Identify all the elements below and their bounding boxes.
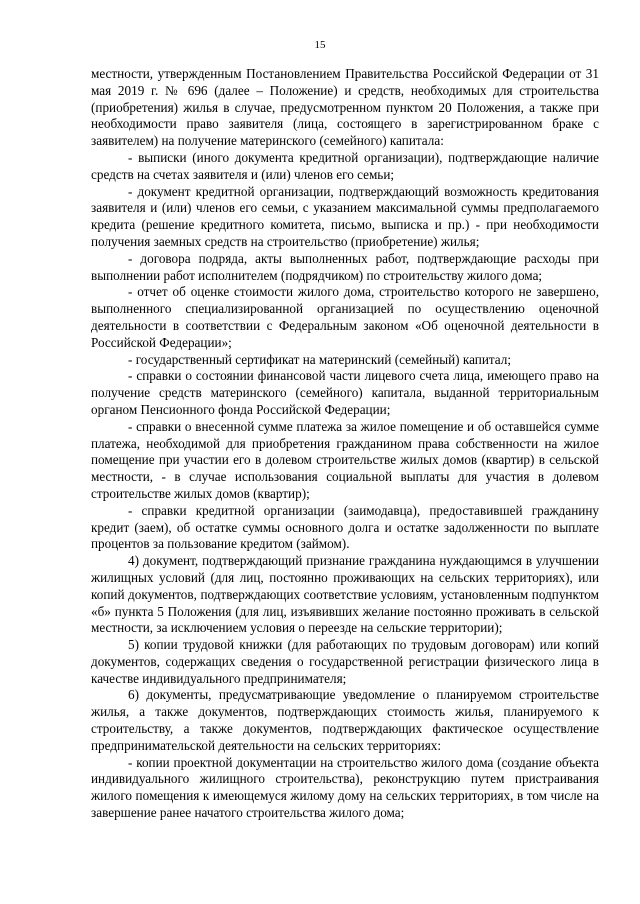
document-body [91,66,599,822]
list-item: - справки кредитной организации (заимодавца), предоставившей гражданину кредит (заем), об остатке суммы основного долга и остатке задолженности по выплате процентов за пользование кредитом (займом). [91,502,599,552]
list-item: - государственный сертификат на материнский (семейный) капитал; [128,351,512,367]
numbered-item-5: 5) копии трудовой книжки (для работающих по трудовым договорам) или копий документов, содержащих сведения о государственной регистрации физического лица в качестве индивидуального предпринимателя; [91,637,599,686]
numbered-item-4: 4) документ, подтверждающий признание гражданина нуждающимся в улучшении жилищных условий (для лиц, постоянно проживающих на сельских территориях), или копий документов, подтверждающих соответствие условиям, установленным подпунктом «б» пункта 5 Положения (для лиц, изъявивших желание постоянно проживать в сельской местности, за исключением условия о переезде на сельские территории); [91,553,599,636]
list-item: - справки о внесенной сумме платежа за жилое помещение и об оставшейся сумме платежа, необходимой для приобретения гражданином права собственности на жилое помещение при участии его в долевом строительстве жилых домов (квартир) в сельской местности, - в случае использования социальной выплаты для участия в долевом строительстве жилых домов (квартир); [91,418,599,501]
paragraph-intro: местности, утвержденным Постановлением Правительства Российской Федерации от 31 мая 2019 г. № 696 (далее – Положение) и средств, необходимых для строительства (приобретения) жилья в случае, предусмотренном пунктом 20 Положения, а также при необходимости право заявителя (лица, состоящего в зарегистрированном браке с заявителем) на получение материнского (семейного) капитала: [91,66,599,149]
list-item: - документ кредитной организации, подтверждающий возможность кредитования заявителя и (или) членов его семьи, с указанием максимальной суммы предполагаемого кредита (решение кредитного комитета, письмо, выписка и пр.) - при необходимости получения заемных средств на строительство (приобретение) жилья; [91,183,599,249]
list-item: - справки о состоянии финансовой части лицевого счета лица, имеющего право на получение средств материнского (семейного) капитала, выданной территориальным органом Пенсионного фонда Российской Федерации; [91,368,599,417]
list-item: - отчет об оценке стоимости жилого дома, строительство которого не завершено, выполненного специализированной организацией по осуществлению оценочной деятельности в соответствии с Федеральным законом «Об оценочной деятельности в Российской Федерации»; [91,284,599,350]
list-item: - копии проектной документации на строительство жилого дома (создание объекта индивидуального жилищного строительства), реконструкцию путем пристраивания жилого помещения к имеющемуся жилому дому на сельских территориях, в том числе на завершение ранее начатого строительства жилого дома; [91,754,599,821]
list-item: - выписки (иного документа кредитной организации), подтверждающие наличие средств на счетах заявителя и (или) членов его семьи; [91,149,599,182]
list-item: - договора подряда, акты выполненных работ, подтверждающие расходы при выполнении работ исполнителем (подрядчиком) по строительству жилого дома; [91,250,599,283]
numbered-item-6: 6) документы, предусматривающие уведомление о планируемом строительстве жилья, а также документов, подтверждающих стоимость жилья, планируемого к строительству, а также документов, подтверждающих фактическое осуществление предпринимательской деятельности на сельских территориях: [91,687,599,753]
page-number: 15 [314,39,326,51]
